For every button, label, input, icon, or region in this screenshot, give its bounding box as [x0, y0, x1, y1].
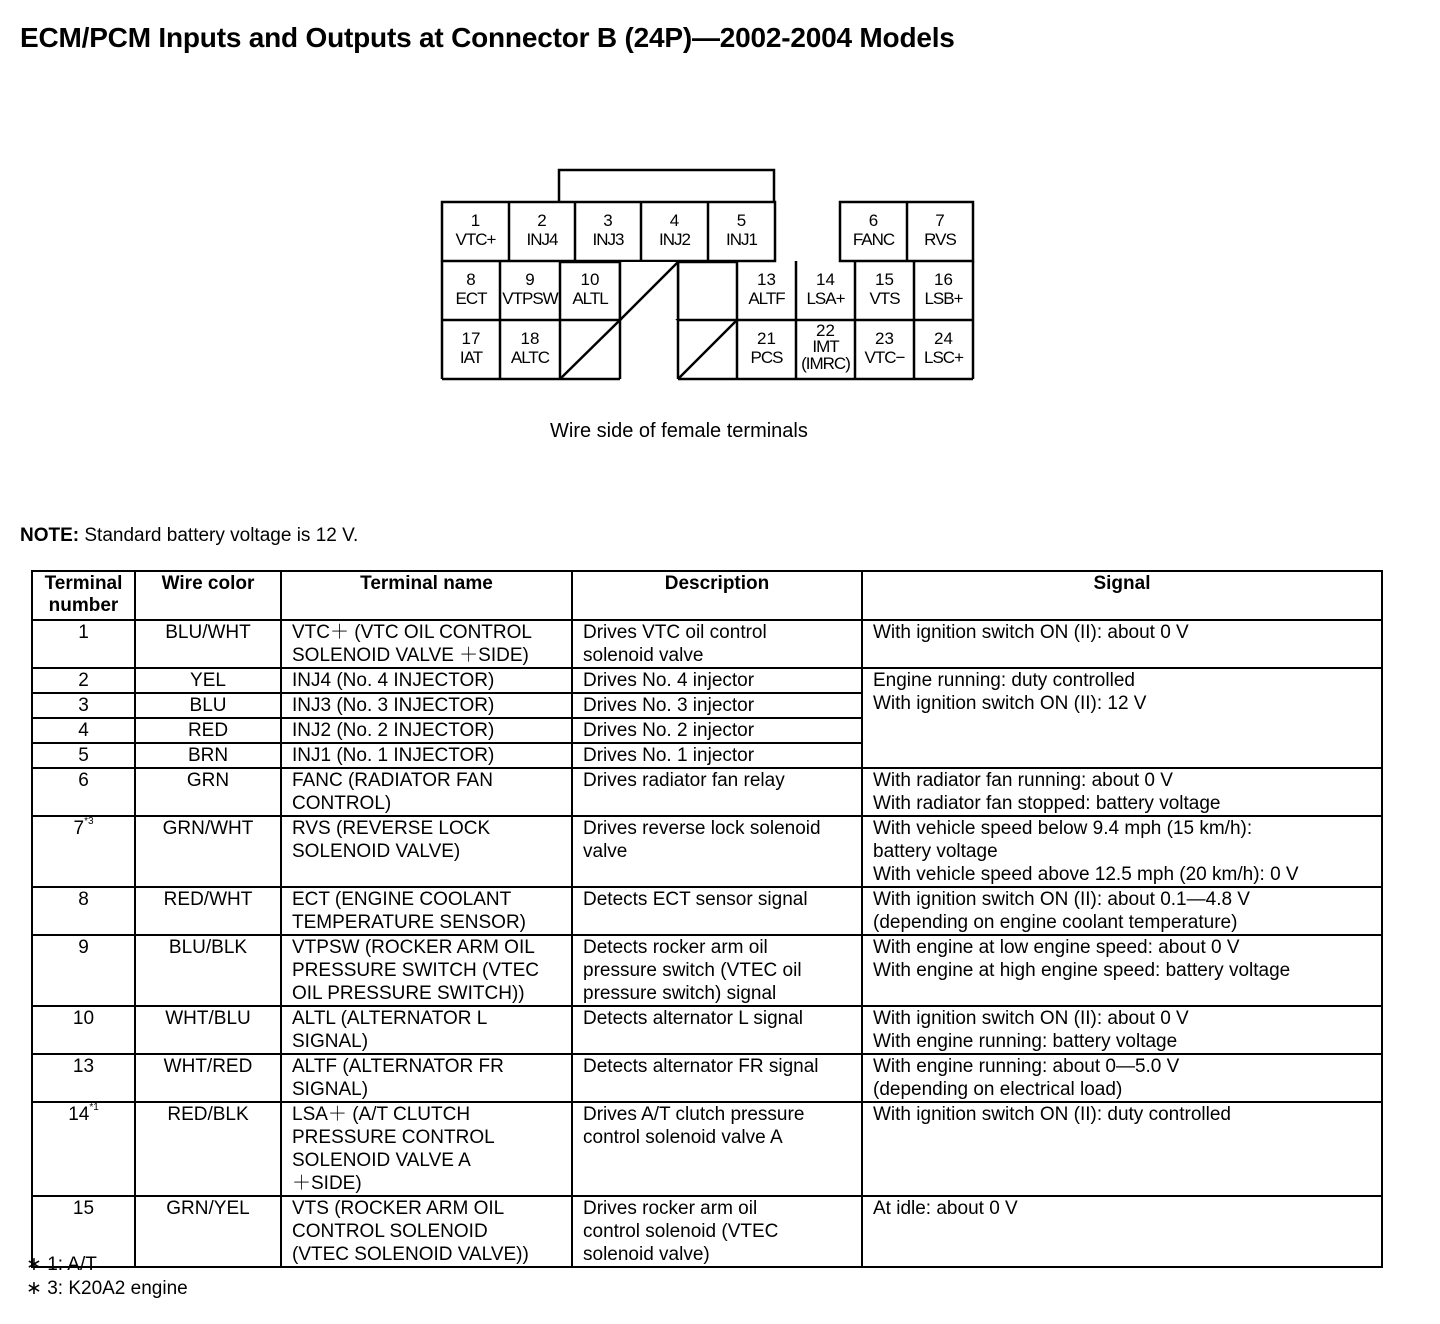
terminal-name-cell: ECT (ENGINE COOLANT TEMPERATURE SENSOR) — [281, 887, 572, 935]
wire-color-cell: GRN — [135, 768, 281, 816]
terminal-number: 2 — [537, 211, 547, 230]
terminal-name-cell: ALTL (ALTERNATOR L SIGNAL) — [281, 1006, 572, 1054]
wire-color-cell: RED/WHT — [135, 887, 281, 935]
description-cell: Drives rocker arm oil control solenoid (VTEC solenoid valve) — [572, 1196, 862, 1267]
wire-color-cell: BRN — [135, 743, 281, 768]
terminal-21 — [737, 329, 796, 367]
description-cell: Detects alternator L signal — [572, 1006, 862, 1054]
terminal-number: 9 — [78, 937, 89, 958]
terminal-number: 8 — [78, 889, 89, 910]
signal-cell: At idle: about 0 V — [862, 1196, 1382, 1267]
description-cell: Drives No. 3 injector — [572, 693, 862, 718]
terminal-label: VTC+ — [455, 230, 496, 249]
terminal-number: 9 — [525, 270, 535, 289]
terminal-label: INJ2 — [659, 230, 690, 249]
terminal-number: 6 — [78, 770, 89, 791]
wire-color-cell: GRN/WHT — [135, 816, 281, 887]
terminal-cell — [32, 816, 135, 887]
terminal-number: 3 — [603, 211, 613, 230]
table-row — [32, 1006, 1382, 1054]
terminal-1 — [442, 211, 509, 249]
terminal-label: IAT — [459, 348, 483, 367]
signal-cell: With ignition switch ON (II): about 0 V — [862, 620, 1382, 668]
terminal-number: 14 — [816, 270, 835, 289]
terminal-cell — [32, 693, 135, 718]
terminal-number: 7 — [935, 211, 945, 230]
table-row — [32, 620, 1382, 668]
terminal-name-cell: VTPSW (ROCKER ARM OIL PRESSURE SWITCH (VTEC OIL PRESSURE SWITCH)) — [281, 935, 572, 1006]
terminal-number: 1 — [470, 211, 481, 230]
table-row — [32, 1054, 1382, 1102]
note-text: Standard battery voltage is 12 V. — [79, 525, 359, 546]
terminal-cell — [32, 768, 135, 816]
wire-color-cell: RED/BLK — [135, 1102, 281, 1196]
terminal-number: 21 — [757, 329, 776, 348]
terminal-name-cell: FANC (RADIATOR FAN CONTROL) — [281, 768, 572, 816]
terminal-number: 8 — [466, 270, 476, 289]
terminal-5 — [708, 211, 775, 249]
table-row — [32, 668, 1382, 693]
terminal-cell — [32, 668, 135, 693]
description-cell: Drives No. 4 injector — [572, 668, 862, 693]
terminal-label: INJ3 — [592, 230, 624, 249]
terminal-label: IMT — [812, 337, 839, 356]
terminal-number: 24 — [934, 329, 953, 348]
terminal-label: FANC — [852, 230, 895, 249]
terminal-10 — [560, 270, 620, 308]
footnote-marker: *3 — [84, 816, 94, 827]
description-cell: Detects ECT sensor signal — [572, 887, 862, 935]
table-header-row — [32, 571, 1382, 620]
description-cell: Drives A/T clutch pressure control solenoid valve A — [572, 1102, 862, 1196]
connector-diagram — [440, 168, 976, 382]
signal-cell: With ignition switch ON (II): duty controlled — [862, 1102, 1382, 1196]
terminal-16 — [914, 270, 973, 308]
terminal-label: INJ1 — [726, 230, 757, 249]
terminal-7 — [907, 211, 973, 249]
terminal-label: ECT — [455, 289, 487, 308]
terminal-number: 2 — [78, 670, 89, 691]
footnote-marker: *1 — [89, 1102, 99, 1113]
terminal-label-2: (IMRC) — [801, 354, 850, 373]
terminal-label: VTPSW — [502, 289, 558, 308]
signal-cell: With vehicle speed below 9.4 mph (15 km/h): battery voltage With vehicle speed above 12.5 mph (20 km/h): 0 V — [862, 816, 1382, 887]
terminal-24 — [914, 329, 973, 367]
terminal-number: 5 — [78, 745, 89, 766]
terminal-cell — [32, 718, 135, 743]
terminal-cell — [32, 1054, 135, 1102]
wire-color-cell: BLU/WHT — [135, 620, 281, 668]
table-row — [32, 768, 1382, 816]
terminal-label: INJ4 — [526, 230, 558, 249]
terminal-label: ALTC — [510, 348, 550, 367]
table-row — [32, 816, 1382, 887]
wire-color-cell: RED — [135, 718, 281, 743]
table-row — [32, 1102, 1382, 1196]
wire-color-cell: BLU/BLK — [135, 935, 281, 1006]
terminal-number: 10 — [72, 1008, 95, 1029]
terminal-label: LSB+ — [924, 289, 963, 308]
terminal-number: 1 — [78, 622, 89, 643]
terminal-number: 13 — [757, 270, 776, 289]
terminal-name-cell: RVS (REVERSE LOCK SOLENOID VALVE) — [281, 816, 572, 887]
terminal-number: 17 — [461, 329, 481, 348]
terminal-number: 13 — [72, 1056, 95, 1077]
terminal-number: 3 — [78, 695, 89, 716]
footnote-3: ∗ 3: K20A2 engine — [26, 1278, 188, 1299]
table-row — [32, 1196, 1382, 1267]
terminal-number: 4 — [669, 211, 680, 230]
terminal-number: 15 — [875, 270, 894, 289]
terminal-17 — [442, 329, 500, 367]
signal-cell: With engine running: about 0—5.0 V (depending on electrical load) — [862, 1054, 1382, 1102]
table-row — [32, 935, 1382, 1006]
terminal-8 — [442, 270, 500, 308]
terminal-cell — [32, 743, 135, 768]
page-title: ECM/PCM Inputs and Outputs at Connector B (24P)—2002-2004 Models — [20, 22, 955, 53]
table-row — [32, 887, 1382, 935]
terminal-number: 22 — [816, 321, 835, 340]
signal-cell: With engine at low engine speed: about 0 V With engine at high engine speed: battery voltage — [862, 935, 1382, 1006]
header-description: Description — [572, 571, 862, 620]
signal-cell: With ignition switch ON (II): about 0.1—4.8 V (depending on engine coolant temperature) — [862, 887, 1382, 935]
terminal-name-cell: LSA＋ (A/T CLUTCH PRESSURE CONTROL SOLENOID VALVE A ＋SIDE) — [281, 1102, 572, 1196]
terminal-13 — [737, 270, 796, 308]
terminal-label: LSC+ — [924, 348, 963, 367]
terminal-2 — [509, 211, 575, 249]
terminal-number: 5 — [736, 211, 747, 230]
description-cell: Drives reverse lock solenoid valve — [572, 816, 862, 887]
terminal-9 — [500, 270, 560, 308]
terminal-name-cell: VTS (ROCKER ARM OIL CONTROL SOLENOID (VTEC SOLENOID VALVE)) — [281, 1196, 572, 1267]
terminal-label: PCS — [750, 348, 783, 367]
terminal-cell — [32, 887, 135, 935]
terminal-number: 14 — [68, 1104, 90, 1125]
wire-color-cell: BLU — [135, 693, 281, 718]
terminal-label: ALTL — [572, 289, 608, 308]
wire-color-cell: GRN/YEL — [135, 1196, 281, 1267]
terminal-23 — [855, 329, 914, 367]
terminal-18 — [500, 329, 560, 367]
signal-cell: With radiator fan running: about 0 V With radiator fan stopped: battery voltage — [862, 768, 1382, 816]
terminal-cell — [32, 620, 135, 668]
terminal-number: 16 — [934, 270, 953, 289]
note — [20, 525, 358, 547]
footnote-1: ∗ 1: A/T — [26, 1254, 97, 1275]
header-wire-color: Wire color — [135, 571, 281, 620]
note-prefix: NOTE: — [20, 525, 80, 546]
terminal-name-cell: ALTF (ALTERNATOR FR SIGNAL) — [281, 1054, 572, 1102]
terminal-number: 10 — [580, 270, 600, 289]
description-cell: Drives VTC oil control solenoid valve — [572, 620, 862, 668]
description-cell: Drives No. 2 injector — [572, 718, 862, 743]
header-terminal: Terminal number — [32, 571, 135, 620]
wire-color-cell: WHT/RED — [135, 1054, 281, 1102]
terminal-3 — [575, 211, 641, 249]
terminal-name-cell: INJ2 (No. 2 INJECTOR) — [281, 718, 572, 743]
terminal-number: 6 — [868, 211, 879, 230]
terminal-6 — [840, 211, 907, 249]
terminal-name-cell: INJ3 (No. 3 INJECTOR) — [281, 693, 572, 718]
terminal-name-cell: INJ4 (No. 4 INJECTOR) — [281, 668, 572, 693]
description-cell: Drives radiator fan relay — [572, 768, 862, 816]
terminal-cell — [32, 1006, 135, 1054]
terminal-cell — [32, 935, 135, 1006]
description-cell: Detects rocker arm oil pressure switch (VTEC oil pressure switch) signal — [572, 935, 862, 1006]
terminal-label: ALTF — [748, 289, 785, 308]
terminal-cell — [32, 1102, 135, 1196]
terminal-label: VTC− — [864, 348, 905, 367]
terminal-number: 23 — [875, 329, 894, 348]
signal-cell: With ignition switch ON (II): about 0 V With engine running: battery voltage — [862, 1006, 1382, 1054]
terminal-label: VTS — [869, 289, 900, 308]
description-cell: Detects alternator FR signal — [572, 1054, 862, 1102]
terminal-label: RVS — [924, 230, 956, 249]
terminal-label: LSA+ — [806, 289, 845, 308]
terminal-number: 4 — [78, 720, 89, 741]
header-signal: Signal — [862, 571, 1382, 620]
terminal-4 — [641, 211, 708, 249]
terminal-22 — [796, 323, 855, 372]
header-terminal-name: Terminal name — [281, 571, 572, 620]
terminal-number: 15 — [72, 1198, 95, 1219]
terminal-name-cell: VTC＋ (VTC OIL CONTROL SOLENOID VALVE ＋SIDE) — [281, 620, 572, 668]
io-table — [31, 570, 1383, 1268]
terminal-14 — [796, 270, 855, 308]
terminal-number: 7 — [73, 818, 85, 839]
terminal-number: 18 — [520, 329, 540, 348]
signal-cell: Engine running: duty controlled With ignition switch ON (II): 12 V — [862, 668, 1382, 768]
terminal-name-cell: INJ1 (No. 1 INJECTOR) — [281, 743, 572, 768]
connector-caption: Wire side of female terminals — [550, 420, 808, 442]
terminal-15 — [855, 270, 914, 308]
wire-color-cell: YEL — [135, 668, 281, 693]
description-cell: Drives No. 1 injector — [572, 743, 862, 768]
wire-color-cell: WHT/BLU — [135, 1006, 281, 1054]
